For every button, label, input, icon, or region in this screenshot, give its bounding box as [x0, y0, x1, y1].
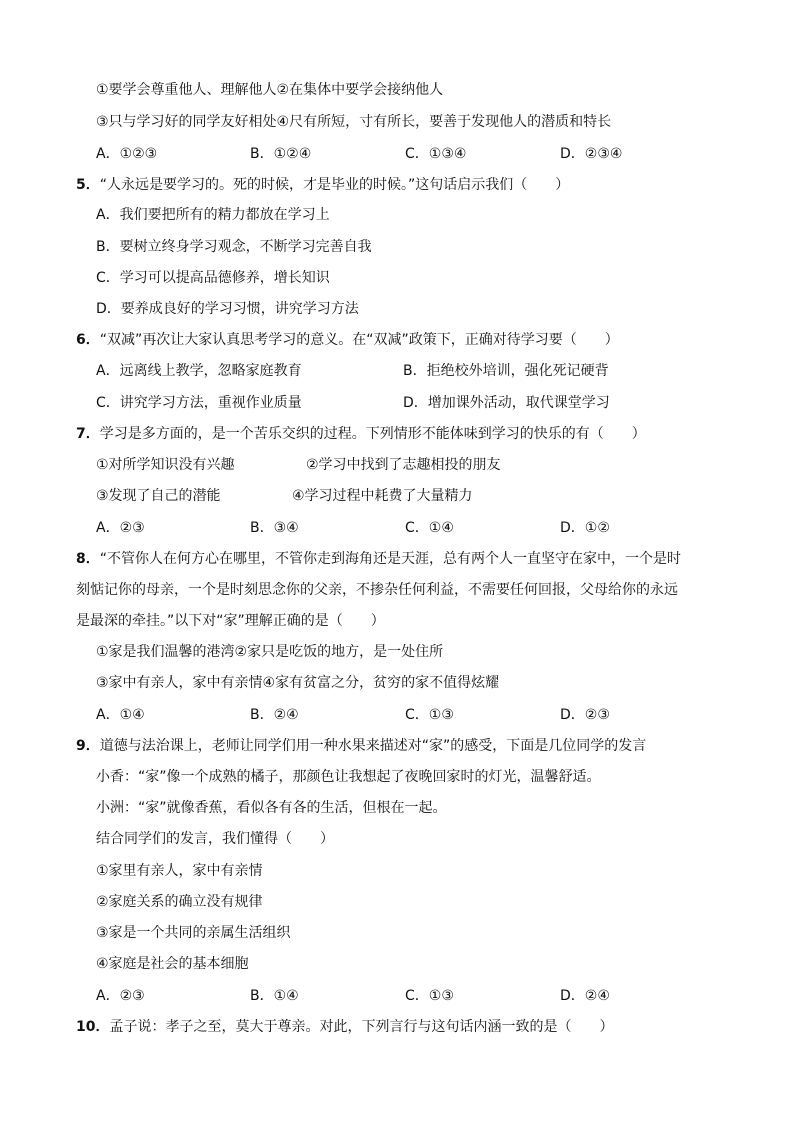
q9-option-d[interactable]: D．②④ — [560, 988, 610, 1004]
q7-statement-3: ③发现了自己的潜能 — [96, 488, 221, 504]
q9-stem — [76, 736, 646, 756]
q10-number: 10． — [76, 1019, 110, 1035]
q5-option-b[interactable]: B．要树立终身学习观念，不断学习完善自我 — [96, 239, 372, 255]
q4-option-d[interactable]: D．②③④ — [560, 146, 623, 162]
q7-number: 7． — [76, 426, 100, 442]
q9-statement-4: ④家庭是社会的基本细胞 — [96, 956, 249, 972]
q4-option-a[interactable]: A．①②③ — [96, 146, 158, 162]
q5-stem — [76, 175, 569, 195]
q5-stem-text: “人永远是要学习的。死的时候，才是毕业的时候。”这句话启示我们（ ） — [99, 177, 570, 193]
q6-option-c[interactable]: C．讲究学习方法，重视作业质量 — [96, 395, 302, 411]
q9-stem-text: 道德与法治课上，老师让同学们用一种水果来描述对“家”的感受，下面是几位同学的发言 — [99, 738, 647, 754]
q8-stem-line-3: 是最深的牵挂。”以下对“家”理解正确的是（ ） — [76, 613, 385, 629]
q7-option-b[interactable]: B．③④ — [250, 520, 299, 536]
q9-statement-1: ①家里有亲人，家中有亲情 — [96, 863, 263, 879]
q9-option-a[interactable]: A．②③ — [96, 988, 145, 1004]
q8-option-b[interactable]: B．②④ — [250, 707, 299, 723]
q6-option-a[interactable]: A．远离线上教学，忽略家庭教育 — [96, 363, 302, 379]
q8-stem-line-2: 刻惦记你的母亲，一个是时刻思念你的父亲，不掺杂任何利益，不需要任何回报，父母给你的永远 — [76, 582, 678, 598]
q7-option-a[interactable]: A．②③ — [96, 520, 145, 536]
q10-stem-text: 孟子说：孝子之至，莫大于尊亲。对此，下列言行与这句话内涵一致的是（ ） — [109, 1019, 614, 1035]
q8-statement-1-2: ①家是我们温馨的港湾②家只是吃饭的地方，是一处住所 — [96, 644, 444, 660]
q5-option-a[interactable]: A．我们要把所有的精力都放在学习上 — [96, 207, 330, 223]
q7-stem — [76, 424, 646, 444]
q6-number: 6． — [76, 332, 100, 348]
q7-option-c[interactable]: C．①④ — [405, 520, 454, 536]
q4-option-b[interactable]: B．①②④ — [250, 146, 312, 162]
q7-stem-text: 学习是多方面的，是一个苦乐交织的过程。下列情形不能体味到学习的快乐的有（ ） — [99, 426, 646, 442]
q9-option-b[interactable]: B．①④ — [250, 988, 299, 1004]
q9-prompt: 结合同学们的发言，我们懂得（ ） — [96, 831, 334, 847]
q5-option-c[interactable]: C．学习可以提高品德修养，增长知识 — [96, 270, 330, 286]
q8-number: 8． — [76, 551, 100, 567]
q7-statement-2: ②学习中找到了志趣相投的朋友 — [306, 457, 501, 473]
q7-statement-1: ①对所学知识没有兴趣 — [96, 457, 235, 473]
q4-option-c[interactable]: C．①③④ — [405, 146, 467, 162]
q8-option-d[interactable]: D．②③ — [560, 707, 610, 723]
q8-statement-3-4: ③家中有亲人，家中有亲情④家有贫富之分，贫穷的家不值得炫耀 — [96, 675, 500, 691]
q6-option-b[interactable]: B．拒绝校外培训，强化死记硬背 — [403, 363, 609, 379]
q5-option-d[interactable]: D．要养成良好的学习习惯，讲究学习方法 — [96, 301, 359, 317]
q9-student-xiaoxiang: 小香：“家”像一个成熟的橘子，那颜色让我想起了夜晚回家时的灯光，温馨舒适。 — [96, 769, 601, 785]
q5-number: 5． — [76, 177, 100, 193]
q6-option-d[interactable]: D．增加课外活动，取代课堂学习 — [403, 395, 610, 411]
q4-statement-3-4: ③只与学习好的同学友好相处④尺有所短，寸有所长，要善于发现他人的潜质和特长 — [96, 114, 612, 130]
q6-stem-text: “双减”再次让大家认真思考学习的意义。在“双减”政策下，正确对待学习要（ ） — [99, 332, 619, 348]
q4-statement-1-2: ①要学会尊重他人、理解他人②在集体中要学会接纳他人 — [96, 82, 444, 98]
q10-stem — [76, 1017, 613, 1037]
q9-number: 9． — [76, 738, 100, 754]
q7-option-d[interactable]: D．①② — [560, 520, 610, 536]
q6-stem — [76, 330, 619, 350]
q9-option-c[interactable]: C．①③ — [405, 988, 454, 1004]
q8-option-a[interactable]: A．①④ — [96, 707, 145, 723]
q8-option-c[interactable]: C．①③ — [405, 707, 454, 723]
q8-stem-text: “不管你人在何方心在哪里，不管你走到海角还是天涯，总有两个人一直坚守在家中，一个是时 — [99, 551, 682, 567]
q9-statement-2: ②家庭关系的确立没有规律 — [96, 894, 263, 910]
q8-stem-line-1 — [76, 549, 681, 569]
q9-student-xiaozhou: 小洲：“家”就像香蕉，看似各有各的生活，但根在一起。 — [96, 800, 447, 816]
q7-statement-4: ④学习过程中耗费了大量精力 — [292, 488, 473, 504]
q9-statement-3: ③家是一个共同的亲属生活组织 — [96, 925, 291, 941]
